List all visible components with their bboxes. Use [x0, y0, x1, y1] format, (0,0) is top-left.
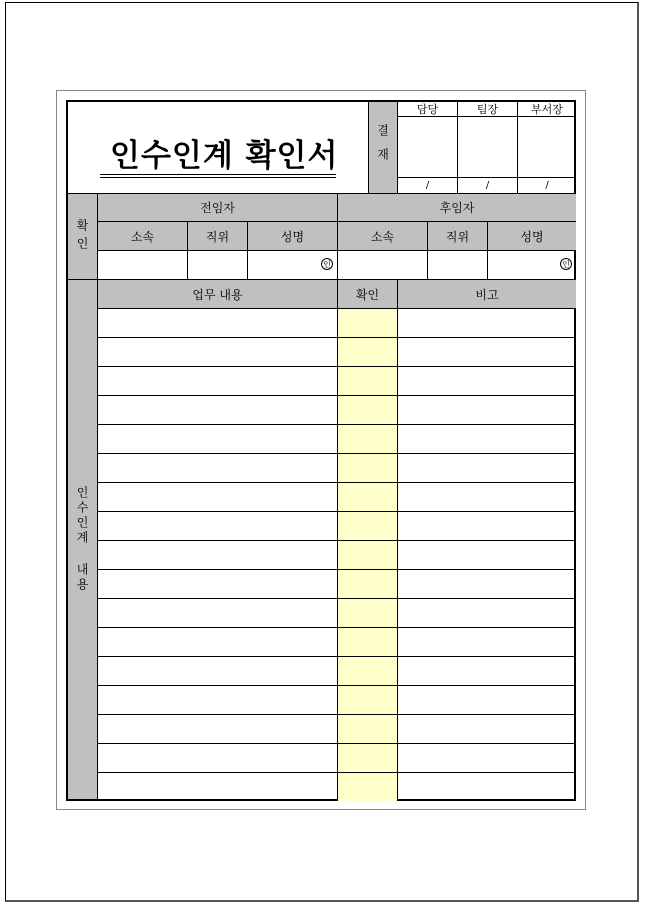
confirm-label-cell [68, 194, 98, 280]
remarks-cell-14[interactable] [398, 686, 576, 715]
handover-label-cell [68, 280, 98, 799]
pre-col-name [248, 222, 338, 251]
approval-date-3[interactable] [518, 178, 576, 194]
confirm-cell-5[interactable] [338, 425, 398, 454]
suc-col-name [488, 222, 576, 251]
pre-col-position-label: 직위 [205, 229, 230, 244]
suc-col-name-label: 성명 [520, 229, 544, 244]
title-underline-bottom [100, 177, 336, 178]
confirm-cell-4[interactable] [338, 396, 398, 425]
confirm-cell-1[interactable] [338, 309, 398, 338]
task-content-cell-1[interactable] [98, 309, 338, 338]
approval-date-1-mark: / [425, 180, 430, 191]
pre-col-name-label: 성명 [280, 229, 305, 244]
suc-name-field[interactable] [488, 251, 576, 280]
remarks-cell-6[interactable] [398, 454, 576, 483]
remarks-cell-16[interactable] [398, 744, 576, 773]
approval-role-1 [398, 102, 458, 117]
approval-label-cell [368, 102, 398, 194]
pre-position-field[interactable] [188, 251, 248, 280]
form-title: 인수인계 확인서 [110, 138, 339, 174]
remarks-cell-9[interactable] [398, 541, 576, 570]
task-content-cell-2[interactable] [98, 338, 338, 367]
approval-sign-3[interactable] [518, 117, 576, 178]
suc-col-position [428, 222, 488, 251]
confirm-cell-14[interactable] [338, 686, 398, 715]
title-underline-top [100, 174, 336, 175]
approval-sign-1[interactable] [398, 117, 458, 178]
task-content-cell-7[interactable] [98, 483, 338, 512]
col-remarks-label: 비고 [475, 287, 499, 302]
confirm-cell-8[interactable] [338, 512, 398, 541]
approval-date-1[interactable] [398, 178, 458, 194]
task-content-cell-10[interactable] [98, 570, 338, 599]
suc-col-position-label: 직위 [445, 229, 470, 244]
handover-label: 인수인계 내용 [75, 486, 89, 593]
remarks-cell-12[interactable] [398, 628, 576, 657]
approval-role-3 [518, 102, 576, 117]
col-confirm-label: 확인 [355, 287, 380, 302]
approval-role-1-label: 담당 [416, 103, 439, 116]
remarks-cell-8[interactable] [398, 512, 576, 541]
suc-position-field[interactable] [428, 251, 488, 280]
task-content-cell-13[interactable] [98, 657, 338, 686]
task-content-cell-16[interactable] [98, 744, 338, 773]
task-content-cell-8[interactable] [98, 512, 338, 541]
confirm-cell-16[interactable] [338, 744, 398, 773]
col-task-content [98, 280, 338, 309]
successor-label: 후임자 [439, 201, 475, 215]
task-content-cell-5[interactable] [98, 425, 338, 454]
pre-col-affiliation-label: 소속 [130, 229, 155, 244]
task-content-cell-17[interactable] [98, 773, 338, 801]
successor-header [338, 194, 576, 222]
suc-col-affiliation-label: 소속 [370, 229, 395, 244]
suc-affiliation-field[interactable] [338, 251, 428, 280]
task-content-cell-6[interactable] [98, 454, 338, 483]
remarks-cell-13[interactable] [398, 657, 576, 686]
confirm-cell-15[interactable] [338, 715, 398, 744]
task-content-cell-3[interactable] [98, 367, 338, 396]
remarks-cell-7[interactable] [398, 483, 576, 512]
col-task-content-label: 업무 내용 [192, 287, 243, 302]
remarks-cell-4[interactable] [398, 396, 576, 425]
confirm-cell-12[interactable] [338, 628, 398, 657]
confirm-cell-17[interactable] [338, 773, 398, 801]
confirm-cell-2[interactable] [338, 338, 398, 367]
remarks-cell-17[interactable] [398, 773, 576, 801]
pre-col-position [188, 222, 248, 251]
col-confirm [338, 280, 398, 309]
handover-form [66, 100, 576, 801]
pre-col-affiliation [98, 222, 188, 251]
approval-label: 결재 [375, 123, 390, 172]
approval-sign-2[interactable] [458, 117, 518, 178]
remarks-cell-10[interactable] [398, 570, 576, 599]
approval-date-2[interactable] [458, 178, 518, 194]
remarks-cell-3[interactable] [398, 367, 576, 396]
predecessor-header [98, 194, 338, 222]
suc-seal-mark: 인 [560, 258, 572, 270]
task-content-cell-14[interactable] [98, 686, 338, 715]
remarks-cell-11[interactable] [398, 599, 576, 628]
predecessor-label: 전임자 [200, 201, 235, 215]
pre-name-field[interactable] [248, 251, 338, 280]
col-remarks [398, 280, 576, 309]
confirm-cell-11[interactable] [338, 599, 398, 628]
confirm-cell-10[interactable] [338, 570, 398, 599]
task-content-cell-11[interactable] [98, 599, 338, 628]
task-content-cell-15[interactable] [98, 715, 338, 744]
pre-seal-mark: 인 [321, 258, 333, 270]
title-block [68, 102, 368, 194]
approval-date-2-mark: / [485, 180, 490, 191]
task-content-cell-4[interactable] [98, 396, 338, 425]
remarks-cell-5[interactable] [398, 425, 576, 454]
approval-role-3-label: 부서장 [531, 103, 563, 116]
suc-col-affiliation [338, 222, 428, 251]
remarks-cell-1[interactable] [398, 309, 576, 338]
confirm-cell-3[interactable] [338, 367, 398, 396]
task-content-cell-9[interactable] [98, 541, 338, 570]
task-content-cell-12[interactable] [98, 628, 338, 657]
confirm-cell-9[interactable] [338, 541, 398, 570]
approval-role-2-label: 팀장 [476, 103, 499, 116]
pre-affiliation-field[interactable] [98, 251, 188, 280]
confirm-label: 확인 [75, 218, 89, 255]
remarks-cell-2[interactable] [398, 338, 576, 367]
approval-date-3-mark: / [545, 180, 549, 191]
confirm-cell-7[interactable] [338, 483, 398, 512]
approval-role-2 [458, 102, 518, 117]
confirm-cell-13[interactable] [338, 657, 398, 686]
confirm-cell-6[interactable] [338, 454, 398, 483]
remarks-cell-15[interactable] [398, 715, 576, 744]
